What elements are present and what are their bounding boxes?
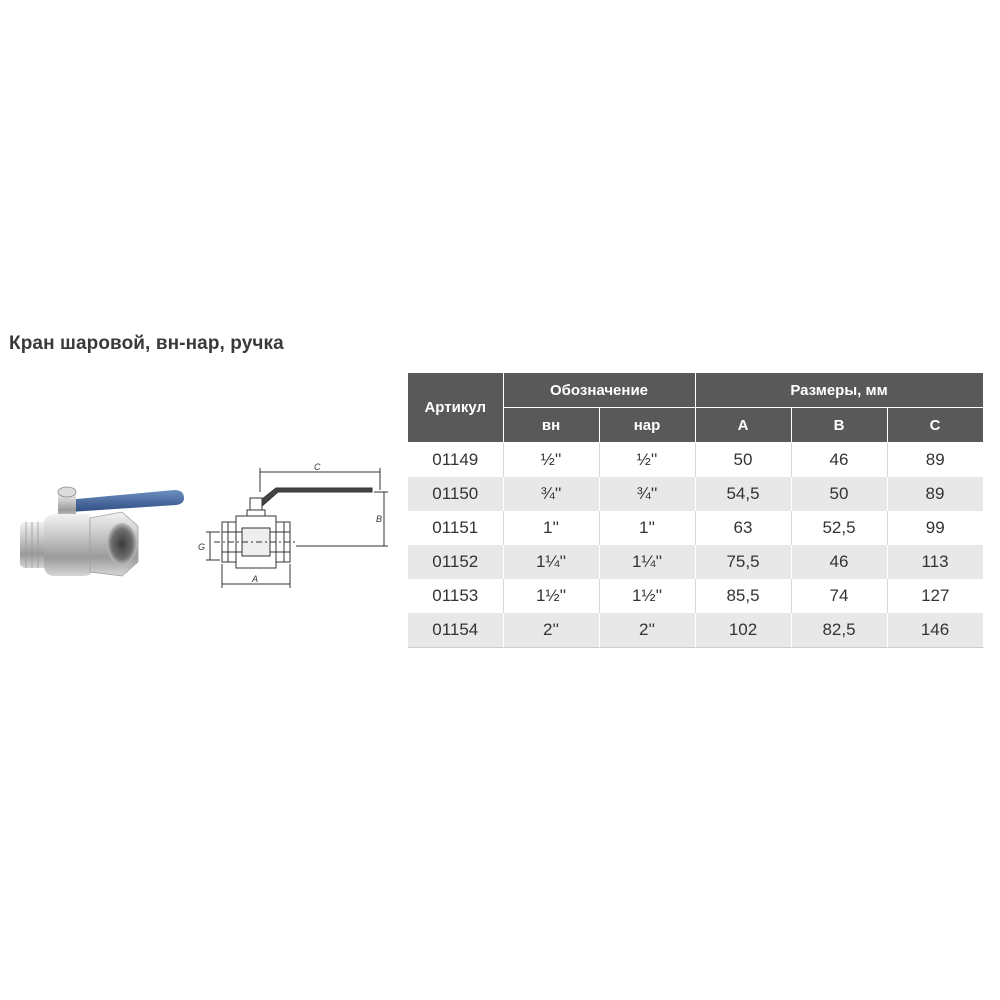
header-nar: нар — [599, 408, 695, 443]
header-a: A — [695, 408, 791, 443]
cell-vn: 2'' — [503, 613, 599, 648]
drawing-label-b: B — [376, 514, 383, 524]
cell-article: 01149 — [408, 443, 503, 478]
cell-a: 54,5 — [695, 477, 791, 511]
drawing-label-g: G — [198, 542, 206, 552]
cell-a: 75,5 — [695, 545, 791, 579]
cell-article: 01152 — [408, 545, 503, 579]
cell-nar: 1'' — [599, 511, 695, 545]
cell-vn: ¾'' — [503, 477, 599, 511]
table-row — [408, 511, 983, 545]
header-sizes: Размеры, мм — [695, 373, 983, 408]
table-row — [408, 443, 983, 478]
header-c: C — [887, 408, 983, 443]
cell-nar: 2'' — [599, 613, 695, 648]
cell-b: 52,5 — [791, 511, 887, 545]
cell-nar: ½'' — [599, 443, 695, 478]
cell-b: 82,5 — [791, 613, 887, 648]
cell-b: 46 — [791, 545, 887, 579]
cell-article: 01151 — [408, 511, 503, 545]
cell-article: 01153 — [408, 579, 503, 613]
cell-vn: 1½'' — [503, 579, 599, 613]
header-b: B — [791, 408, 887, 443]
table-row — [408, 579, 983, 613]
cell-b: 46 — [791, 443, 887, 478]
header-row-top — [408, 373, 983, 408]
cell-article: 01154 — [408, 613, 503, 648]
cell-article: 01150 — [408, 477, 503, 511]
table-row — [408, 545, 983, 579]
valve-technical-drawing — [192, 462, 392, 594]
valve-photo — [14, 478, 190, 586]
cell-nar: 1½'' — [599, 579, 695, 613]
cell-c: 146 — [887, 613, 983, 648]
table-row — [408, 477, 983, 511]
cell-nar: 1¼'' — [599, 545, 695, 579]
cell-c: 127 — [887, 579, 983, 613]
cell-nar: ¾'' — [599, 477, 695, 511]
header-designation: Обозначение — [503, 373, 695, 408]
cell-vn: 1'' — [503, 511, 599, 545]
cell-vn: ½'' — [503, 443, 599, 478]
cell-b: 50 — [791, 477, 887, 511]
header-vn: вн — [503, 408, 599, 443]
cell-a: 85,5 — [695, 579, 791, 613]
header-article: Артикул — [408, 373, 503, 443]
cell-vn: 1¼'' — [503, 545, 599, 579]
drawing-label-c: C — [314, 462, 321, 472]
cell-a: 63 — [695, 511, 791, 545]
cell-c: 89 — [887, 477, 983, 511]
cell-c: 99 — [887, 511, 983, 545]
cell-a: 50 — [695, 443, 791, 478]
table-row — [408, 613, 983, 648]
drawing-label-a: A — [252, 574, 259, 584]
cell-b: 74 — [791, 579, 887, 613]
cell-c: 89 — [887, 443, 983, 478]
cell-c: 113 — [887, 545, 983, 579]
spec-table — [408, 372, 984, 648]
product-title: Кран шаровой, вн-нар, ручка — [9, 333, 284, 354]
cell-a: 102 — [695, 613, 791, 648]
